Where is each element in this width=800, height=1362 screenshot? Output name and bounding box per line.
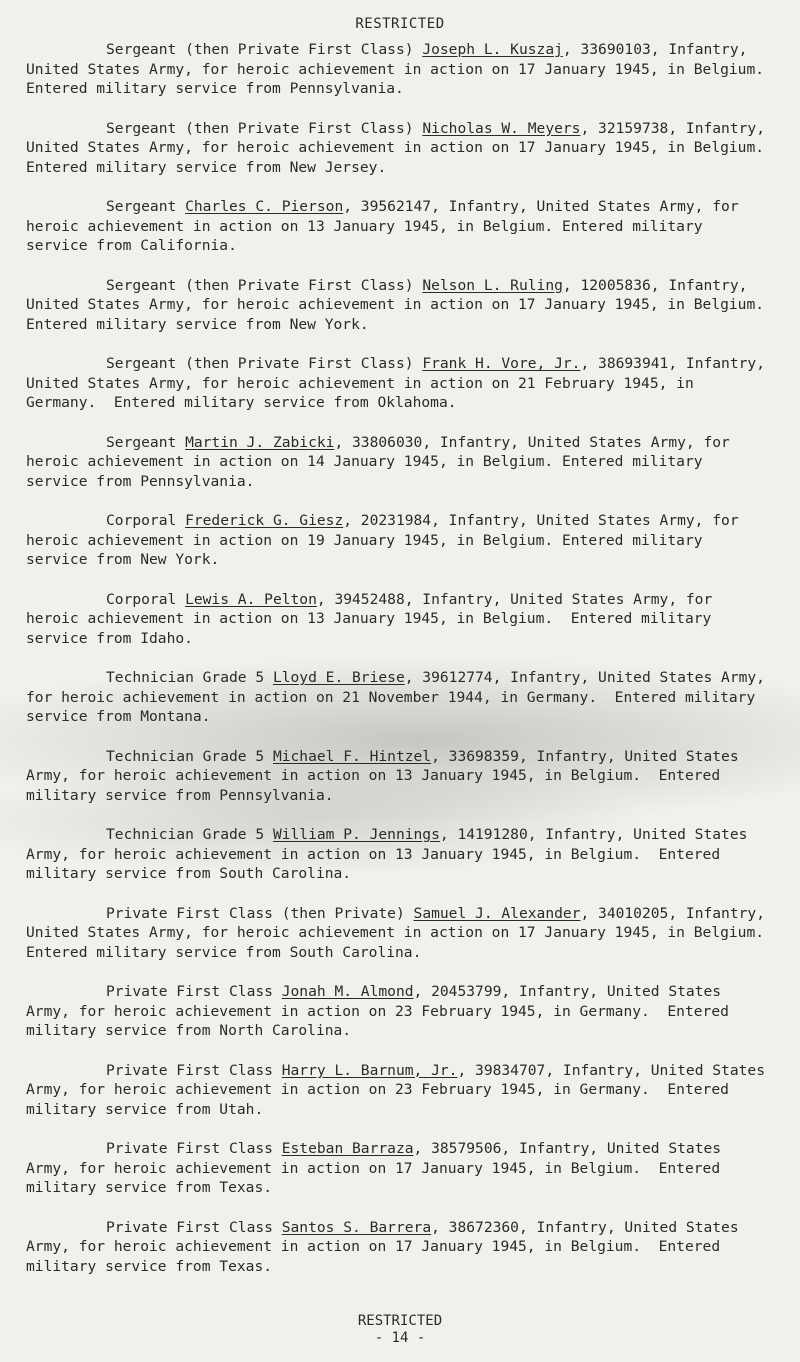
citation-name: Frank H. Vore, Jr.: [422, 355, 581, 372]
citation-entry: [26, 668, 774, 727]
citation-name: Santos S. Barrera: [281, 1218, 432, 1236]
citation-entry: [26, 511, 766, 570]
citation-entry: [26, 276, 782, 335]
citation-name: Lloyd E. Briese: [272, 669, 405, 686]
citation-text: , 14191280, Infantry, United States Army, for heroic achievement in action on 13 January 1945, in Belgium. Entered military service from South Carolina.: [26, 826, 757, 882]
citation-entry: [26, 433, 766, 492]
citation-text: , 12005836, Infantry, United States Army, for heroic achievement in action on 17 January 1945, in Belgium. Entered military service from New York.: [26, 276, 782, 333]
citation-text: , 39452488, Infantry, United States Army, for heroic achievement in action on 13 January 1945, in Belgium. Entered military service from Idaho.: [26, 590, 722, 647]
classification-footer: RESTRICTED: [357, 1313, 443, 1329]
citation-text: , 38579506, Infantry, United States Army, for heroic achievement in action on 17 January 1945, in Belgium. Entered military service from Texas.: [26, 1140, 730, 1196]
citation-entry: [26, 1061, 774, 1120]
citation-entry: [26, 119, 782, 178]
citation-text: , 39834707, Infantry, United States Army, for heroic achievement in action on 23 February 1945, in Germany. Entered military service from Utah.: [26, 1061, 774, 1118]
citation-name: Joseph L. Kuszaj: [422, 41, 563, 58]
citation-rank: Sergeant (then Private First Class): [106, 276, 423, 294]
citation-entry: [26, 1139, 766, 1198]
citation-rank: Sergeant: [106, 433, 186, 451]
citation-name: Harry L. Barnum, Jr.: [281, 1061, 458, 1079]
citation-entry: [26, 590, 766, 649]
citation-text: , 32159738, Infantry, United States Army, for heroic achievement in action on 17 January 1945, in Belgium. Entered military service from New Jersey.: [26, 119, 782, 176]
citation-entry: [26, 825, 766, 884]
citation-rank: Technician Grade 5: [106, 826, 273, 843]
citation-entry: [26, 747, 766, 806]
citation-text: , 38693941, Infantry, United States Army, for heroic achievement in action on 21 February 1945, in Germany. Entered military service from Oklahoma.: [26, 355, 774, 411]
page-footer: [0, 1313, 800, 1347]
citation-name: Esteban Barraza: [281, 1140, 414, 1157]
citation-rank: Private First Class: [106, 1140, 282, 1157]
citation-rank: Sergeant (then Private First Class): [106, 119, 423, 137]
citation-name: Michael F. Hintzel: [272, 747, 432, 765]
citation-list: [26, 40, 782, 1296]
citation-rank: Corporal: [106, 512, 186, 529]
citation-text: , 33806030, Infantry, United States Army, for heroic achievement in action on 14 January 1945, in Belgium. Entered military service from Pennsylvania.: [26, 433, 739, 490]
citation-name: William P. Jennings: [272, 826, 440, 843]
citation-entry: [26, 197, 766, 256]
citation-rank: Sergeant (then Private First Class): [106, 355, 423, 372]
citation-name: Samuel J. Alexander: [413, 904, 581, 922]
citation-name: Jonah M. Almond: [281, 983, 414, 1000]
citation-text: , 38672360, Infantry, United States Army, for heroic achievement in action on 17 January 1945, in Belgium. Entered military service from Texas.: [26, 1218, 748, 1275]
classification-header: RESTRICTED: [355, 16, 445, 32]
citation-rank: Technician Grade 5: [106, 747, 273, 765]
citation-entry: [26, 1218, 766, 1277]
citation-text: , 20453799, Infantry, United States Army, for heroic achievement in action on 23 February 1945, in Germany. Entered military service from North Carolina.: [26, 983, 738, 1039]
citation-name: Lewis A. Pelton: [185, 590, 317, 608]
citation-text: , 33698359, Infantry, United States Army, for heroic achievement in action on 13 January 1945, in Belgium. Entered military service from Pennsylvania.: [26, 747, 748, 804]
citation-entry: [26, 982, 766, 1041]
citation-text: , 39562147, Infantry, United States Army, for heroic achievement in action on 13 January 1945, in Belgium. Entered military service from California.: [26, 198, 748, 254]
citation-rank: Private First Class: [106, 1061, 282, 1079]
citation-entry: [26, 354, 774, 413]
citation-name: Charles C. Pierson: [185, 198, 344, 215]
citation-text: , 34010205, Infantry, United States Army, for heroic achievement in action on 17 January 1945, in Belgium. Entered military service from South Carolina.: [26, 904, 782, 961]
citation-name: Frederick G. Giesz: [185, 512, 344, 529]
citation-name: Nelson L. Ruling: [422, 276, 563, 294]
citation-rank: Private First Class: [106, 983, 282, 1000]
citation-entry: [26, 40, 782, 99]
citation-rank: Corporal: [106, 590, 186, 608]
citation-text: , 33690103, Infantry, United States Army, for heroic achievement in action on 17 January 1945, in Belgium. Entered military service from Pennsylvania.: [26, 41, 782, 97]
page-number: - 14 -: [374, 1330, 426, 1346]
citation-text: , 20231984, Infantry, United States Army, for heroic achievement in action on 19 January 1945, in Belgium. Entered military service from New York.: [26, 512, 748, 568]
citation-entry: [26, 904, 782, 963]
citation-rank: Private First Class: [106, 1218, 282, 1236]
citation-name: Nicholas W. Meyers: [422, 119, 581, 137]
citation-rank: Technician Grade 5: [106, 669, 273, 686]
citation-rank: Sergeant: [106, 198, 186, 215]
citation-rank: Sergeant (then Private First Class): [106, 41, 423, 58]
citation-rank: Private First Class (then Private): [106, 904, 414, 922]
citation-text: , 39612774, Infantry, United States Army, for heroic achievement in action on 21 November 1944, in Germany. Entered military service from Montana.: [26, 669, 774, 725]
citation-name: Martin J. Zabicki: [185, 433, 335, 451]
